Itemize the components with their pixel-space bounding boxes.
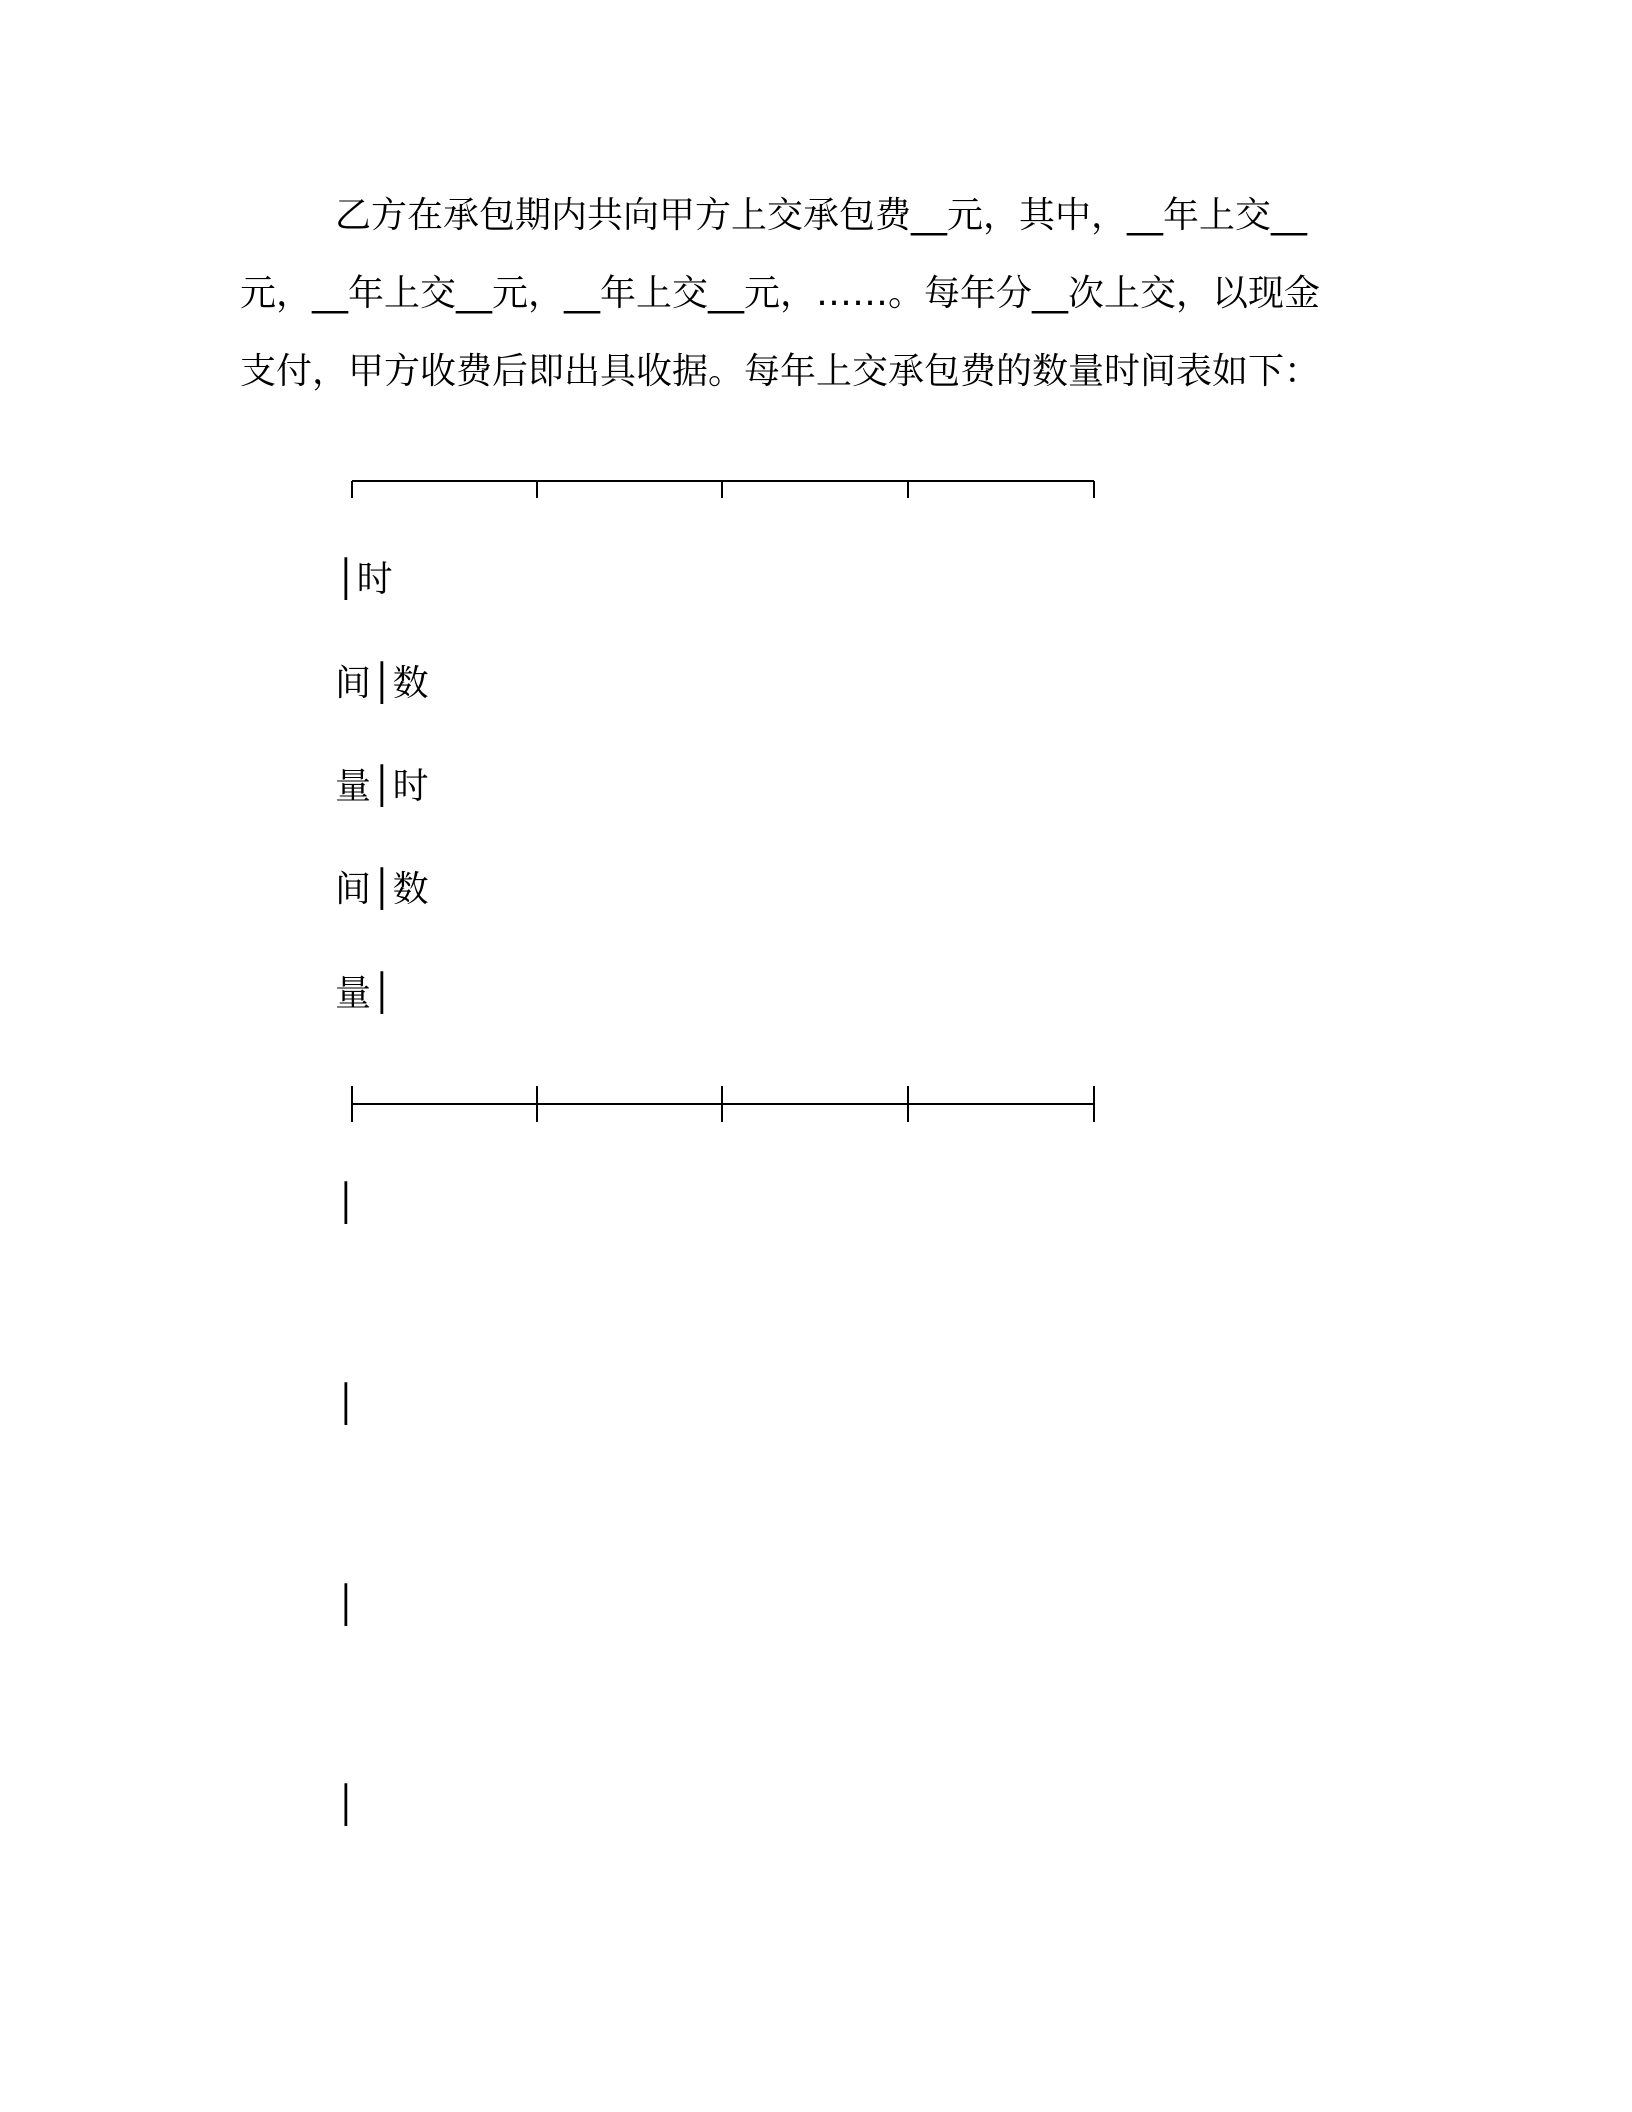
table-border-mark: │ (335, 1585, 357, 1626)
table-border-mark: │ (335, 1183, 357, 1224)
table-row-2: 间│数 (335, 663, 429, 704)
table-row-3: 量│时 (335, 766, 429, 807)
paragraph-line-2: 元，__年上交__元，__年上交__元，……。每年分__次上交，以现金 (240, 273, 1321, 314)
paragraph-line-1: 乙方在承包期内共向甲方上交承包费__元，其中，__年上交__ (335, 195, 1308, 236)
paragraph-line-3: 支付，甲方收费后即出具收据。每年上交承包费的数量时间表如下： (240, 351, 1321, 392)
table-row-4: 间│数 (335, 869, 429, 910)
table-border-mark: │ (335, 1785, 357, 1826)
table-row-5: 量│ (335, 973, 393, 1014)
table-row-1: │时 (335, 559, 393, 600)
table-border-mark: │ (335, 1384, 357, 1425)
